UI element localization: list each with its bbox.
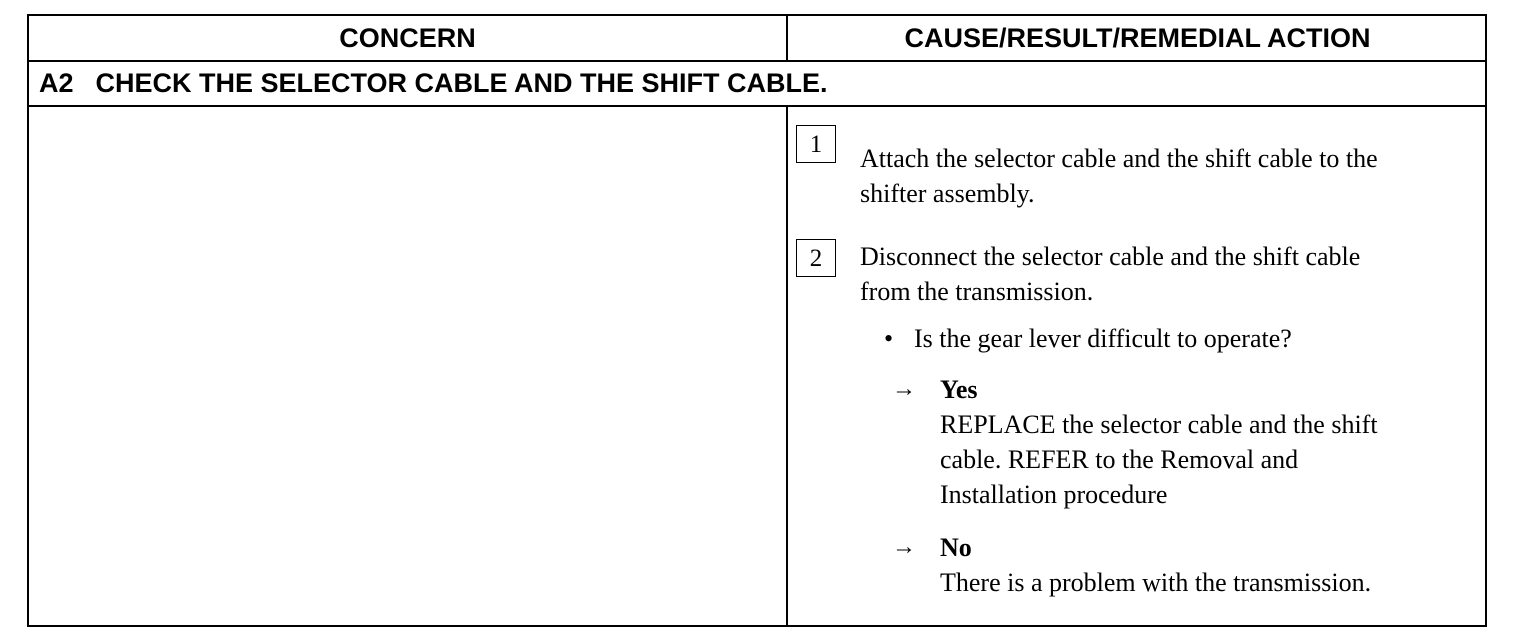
instruction-text: [860, 141, 1480, 211]
instruction-line: from the transmission.: [860, 277, 1094, 306]
bullet-icon: •: [884, 324, 894, 353]
arrow-right-icon: →: [892, 376, 916, 402]
answer-yes: [940, 372, 1480, 512]
step-number-box: 1: [796, 125, 836, 163]
instruction-line: Disconnect the selector cable and the shift cable: [860, 242, 1361, 271]
table-header-row: [29, 16, 1485, 62]
step-code: A2: [39, 68, 74, 98]
answer-no: [940, 530, 1480, 600]
question-text: Is the gear lever difficult to operate?: [914, 324, 1292, 353]
action-cell: [788, 107, 1485, 625]
instruction-line: shifter assembly.: [860, 179, 1035, 208]
concern-cell: [29, 107, 786, 625]
instruction-line: Attach the selector cable and the shift cable to the: [860, 144, 1378, 173]
diagnostic-table: [27, 14, 1487, 627]
concern-column-header: CONCERN: [339, 22, 476, 53]
answer-label: No: [940, 533, 972, 562]
answer-line: There is a problem with the transmission.: [940, 568, 1372, 597]
question-item: [884, 321, 1464, 356]
step-title-row: [29, 62, 1485, 107]
step-number-box: 2: [796, 239, 836, 277]
step-title: [39, 62, 828, 105]
answer-line: Installation procedure: [940, 480, 1168, 509]
answer-label: Yes: [940, 375, 978, 404]
action-column-header: CAUSE/RESULT/REMEDIAL ACTION: [904, 22, 1371, 53]
step-title-text: CHECK THE SELECTOR CABLE AND THE SHIFT CABLE.: [95, 68, 828, 98]
answer-line: REPLACE the selector cable and the shift: [940, 410, 1378, 439]
instruction-text: [860, 239, 1480, 309]
arrow-right-icon: →: [892, 534, 916, 560]
answer-line: cable. REFER to the Removal and: [940, 445, 1299, 474]
